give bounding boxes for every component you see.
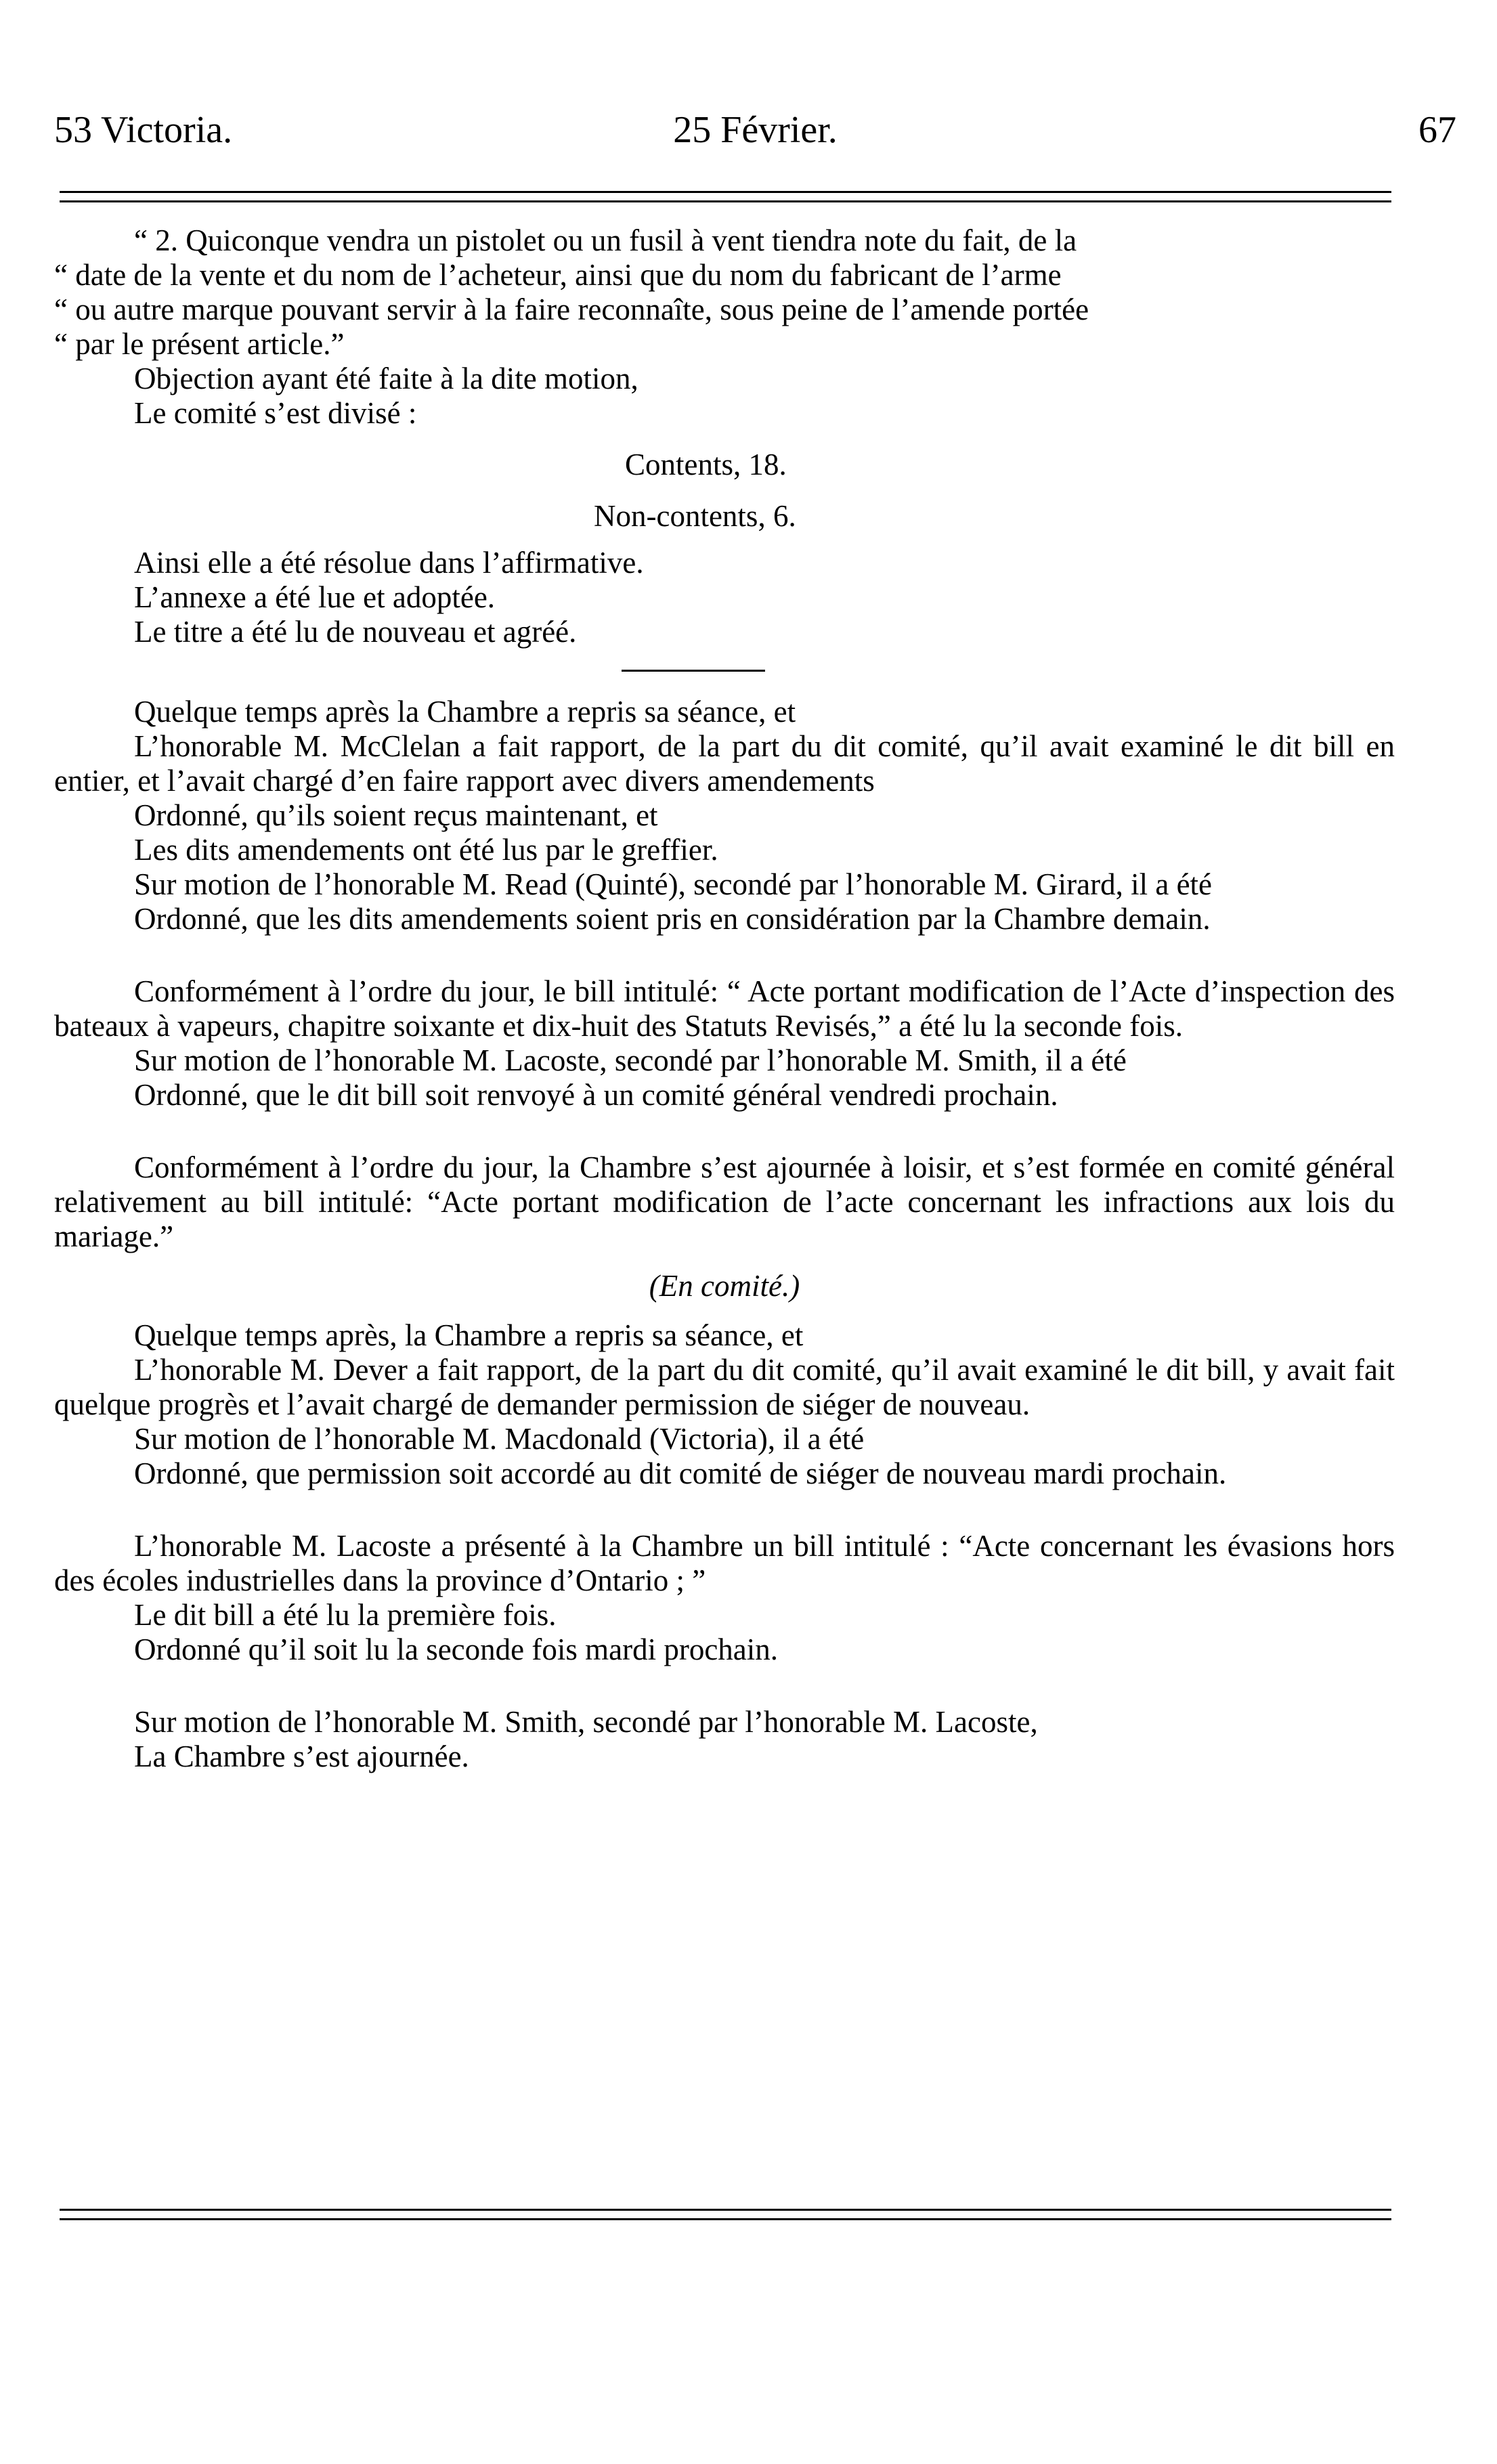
paragraph: L’honorable M. McClelan a fait rapport, de la part du dit comité, qu’il avait examiné le dit bill en entier, et l’avait chargé d’en faire rapport avec divers amendements [54, 729, 1395, 798]
spacer [54, 1667, 1395, 1705]
quote-line: “ ou autre marque pouvant servir à la faire reconnaîte, sous peine de l’amende portée [54, 293, 1089, 326]
section-heading: (En comité.) [649, 1269, 800, 1303]
spacer [54, 1491, 1395, 1529]
vote-noncontents: Non-contents, 6. [594, 499, 796, 533]
paragraph: Le dit bill a été lu la première fois. [134, 1598, 557, 1632]
header-rule-bottom [60, 200, 1391, 202]
page-date: 25 Février. [673, 109, 838, 151]
paragraph: Ordonné, que permission soit accordé au dit comité de siéger de nouveau mardi prochain. [134, 1456, 1227, 1490]
regnal-year: 53 Victoria. [54, 109, 233, 151]
footer-rule-top [60, 2209, 1391, 2211]
footer-rule-bottom [60, 2218, 1391, 2220]
journal-body [54, 223, 1395, 1774]
paragraph: Ordonné qu’il soit lu la seconde fois mardi prochain. [134, 1633, 779, 1666]
paragraph: Ordonné, que les dits amendements soient pris en considération par la Chambre demain. [134, 902, 1211, 936]
quote-line: “ 2. Quiconque vendra un pistolet ou un fusil à vent tiendra note du fait, de la [134, 223, 1077, 257]
paragraph: Sur motion de l’honorable M. Smith, secondé par l’honorable M. Lacoste, [134, 1705, 1038, 1739]
paragraph: Les dits amendements ont été lus par le greffier. [134, 833, 718, 867]
paragraph: Sur motion de l’honorable M. Lacoste, secondé par l’honorable M. Smith, il a été [134, 1043, 1127, 1077]
objection-line: Objection ayant été faite à la dite motion, [134, 362, 638, 395]
paragraph: Quelque temps après, la Chambre a repris sa séance, et [134, 1318, 804, 1352]
paragraph: Ordonné, que le dit bill soit renvoyé à un comité général vendredi prochain. [134, 1078, 1058, 1112]
page-header [54, 108, 1456, 156]
quote-line: “ par le présent article.” [54, 327, 345, 361]
spacer [54, 1303, 1395, 1318]
section-divider [622, 670, 765, 672]
paragraph: Conformément à l’ordre du jour, le bill intitulé: “ Acte portant modification de l’Acte d’inspection des bateaux à vapeurs, chapitre soixante et dix-huit des Statuts Revisés,” a été lu la seconde fois. [54, 974, 1395, 1043]
paragraph: Ordonné, qu’ils soient reçus maintenant, et [134, 798, 658, 832]
division-line: Le comité s’est divisé : [134, 396, 417, 430]
quote-line: “ date de la vente et du nom de l’acheteur, ainsi que du nom du fabricant de l’arme [54, 258, 1062, 292]
spacer [54, 936, 1395, 974]
paragraph: Sur motion de l’honorable M. Macdonald (Victoria), il a été [134, 1422, 865, 1456]
vote-contents: Contents, 18. [625, 448, 787, 481]
annex-line: L’annexe a été lue et adoptée. [134, 580, 496, 614]
spacer [54, 1254, 1395, 1269]
title-line: Le titre a été lu de nouveau et agréé. [134, 615, 577, 649]
spacer [54, 1112, 1395, 1150]
paragraph: L’honorable M. Dever a fait rapport, de la part du dit comité, qu’il avait examiné le dit bill, y avait fait quelque progrès et l’avait chargé de demander permission de siéger de nouveau. [54, 1353, 1395, 1421]
paragraph: L’honorable M. Lacoste a présenté à la Chambre un bill intitulé : “Acte concernant les évasions hors des écoles industrielles dans la province d’Ontario ; ” [54, 1529, 1395, 1597]
paragraph: Quelque temps après la Chambre a repris sa séance, et [134, 695, 796, 729]
resolution-line: Ainsi elle a été résolue dans l’affirmative. [134, 546, 644, 580]
paragraph: La Chambre s’est ajournée. [134, 1739, 469, 1773]
quoted-clause [54, 223, 1395, 362]
header-rule-top [60, 191, 1391, 193]
page-number: 67 [1418, 109, 1456, 151]
paragraph: Sur motion de l’honorable M. Read (Quinté), secondé par l’honorable M. Girard, il a été [134, 867, 1213, 901]
paragraph: Conformément à l’ordre du jour, la Chambre s’est ajournée à loisir, et s’est formée en comité général relativement au bill intitulé: “Acte portant modification de l’acte concernant les infractions aux lois du mariage.” [54, 1150, 1395, 1253]
